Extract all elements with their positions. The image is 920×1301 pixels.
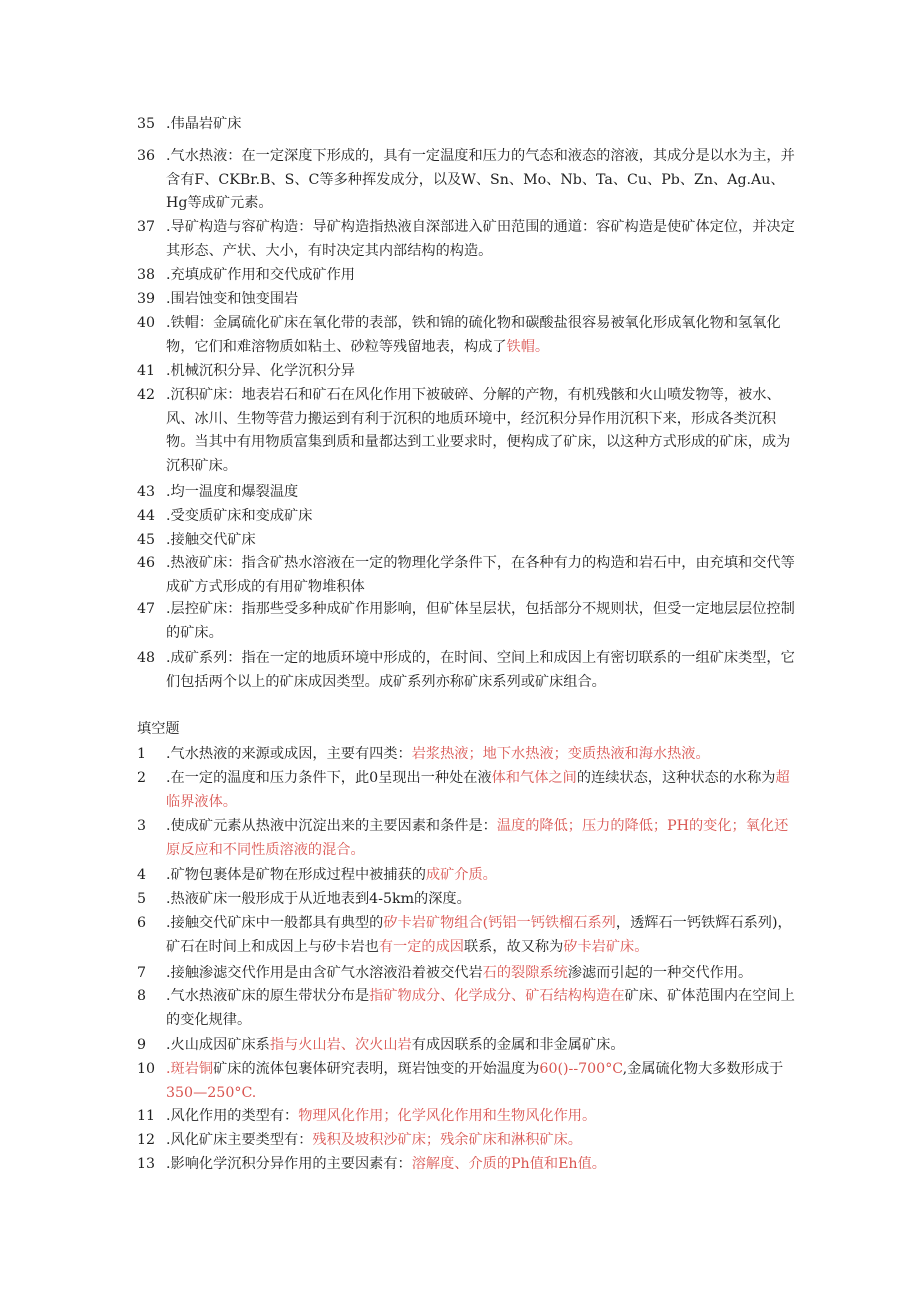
term-48	[137, 647, 797, 694]
item-text-segment: 有成因联系的金属和非金属矿床。	[411, 1037, 625, 1053]
item-text: .层控矿床：指那些受多种成矿作用影响，但矿体呈层状，包括部分不规则状，但受一定地层层位控制的矿床。	[166, 601, 795, 641]
term-35	[137, 113, 797, 137]
term-45	[137, 529, 797, 553]
item-number: 40	[137, 315, 156, 331]
answer-highlight: 成矿介质。	[425, 867, 497, 883]
answer-highlight: 矽卡岩矿床。	[563, 938, 649, 955]
term-46	[137, 552, 797, 599]
item-text	[163, 743, 797, 767]
item-text	[163, 912, 797, 959]
item-text-segment: .风化作用的类型有：	[166, 1108, 299, 1124]
fill-item-13	[137, 1153, 797, 1177]
item-text	[163, 815, 797, 862]
item-text: .接触交代矿床	[166, 532, 256, 548]
term-40	[137, 312, 797, 359]
answer-highlight: 溶解度、介质的Ph值和Eh值。	[411, 1156, 606, 1172]
fill-item-5	[137, 888, 797, 912]
item-number: 6	[137, 915, 147, 931]
answer-highlight: 温度的降低；压力的降低；PH的变化；氧化还原反应和不同性质溶液的混合。	[166, 818, 789, 858]
item-text	[163, 888, 797, 912]
item-number: 36	[137, 148, 156, 164]
item-text	[163, 1034, 797, 1058]
fill-item-10	[137, 1058, 797, 1105]
answer-highlight: 矽卡岩矿物组合(钙铝一钙铁榴石系列	[383, 915, 616, 931]
term-42	[137, 384, 797, 478]
fill-item-8	[137, 985, 797, 1032]
item-number: 38	[137, 267, 156, 283]
item-text	[163, 1153, 797, 1177]
term-36	[137, 145, 797, 216]
term-44	[137, 505, 797, 529]
item-number: 47	[137, 601, 156, 617]
item-number: 37	[137, 219, 156, 235]
item-text-segment: .热液矿床一般形成于从近地表到4-5km的深度。	[166, 891, 471, 907]
item-text: .气水热液：在一定深度下形成的，具有一定温度和压力的气态和液态的溶液，其成分是以水为主，并含有F、CKBr.B、S、C等多种挥发成分，以及W、Sn、Mo、Nb、Ta、Cu、Pb、Zn、Ag.Au、Hg等成矿元素。	[166, 148, 795, 211]
item-text	[163, 767, 797, 814]
term-47	[137, 598, 797, 645]
item-number: 44	[137, 508, 156, 524]
item-text-segment: .接触交代矿床中一般都具有典型的	[166, 915, 384, 931]
answer-highlight: 60()--700°C	[539, 1061, 623, 1077]
fill-item-9	[137, 1034, 797, 1058]
fill-item-7	[137, 962, 797, 986]
item-text	[163, 962, 797, 986]
item-text-segment: .气水热液矿床的原生带状分布是	[166, 988, 370, 1004]
answer-highlight: 超临界液体。	[166, 770, 790, 810]
item-number: 41	[137, 363, 156, 379]
item-number: 9	[137, 1037, 147, 1053]
answer-highlight: 350—250°C.	[166, 1084, 257, 1101]
item-number: 45	[137, 532, 156, 548]
item-text-segment: 联系，故又称为	[463, 938, 564, 955]
item-text: .充填成矿作用和交代成矿作用	[166, 267, 355, 283]
item-number: 46	[137, 555, 156, 571]
item-text: .沉积矿床：地表岩石和矿石在风化作用下被破碎、分解的产物，有机残骸和火山喷发物等，被水、风、冰川、生物等营力搬运到有利于沉积的地质环境中，经沉积分异作用沉积下来，形成各类沉积物。当其中有用物质富集到质和量都达到工业要求时，便构成了矿床，以这种方式形成的矿床，成为沉积矿床。	[166, 387, 791, 474]
fill-item-6	[137, 912, 797, 959]
section-heading-fill-in: 填空题	[137, 721, 180, 737]
item-number: 13	[137, 1156, 156, 1172]
answer-highlight: 残积及坡积沙矿床；残余矿床和淋积矿床。	[312, 1132, 582, 1148]
answer-highlight: 斑岩铜	[170, 1061, 214, 1077]
item-text: .导矿构造与容矿构造：导矿构造指热液自深部进入矿田范围的通道：容矿构造是使矿体定位，并决定其形态、产状、大小，有时决定其内部结构的构造。	[166, 219, 795, 259]
answer-highlight: 岩浆热液；地下水热液；变质热液和海水热液。	[411, 746, 710, 762]
item-text	[163, 1058, 797, 1105]
item-number: 42	[137, 387, 156, 403]
item-text	[163, 312, 797, 359]
item-text-segment: .矿物包裹体是矿物在形成过程中被捕获的	[166, 867, 426, 883]
term-43	[137, 481, 797, 505]
fill-item-11	[137, 1105, 797, 1129]
item-text	[163, 1105, 797, 1129]
item-text-segment: 渗滤而引起的一种交代作用。	[567, 965, 753, 981]
item-text-segment: ，透辉石一钙铁辉石系列)，矿石在时间上和成因上与矽卡岩也	[166, 915, 792, 955]
item-text-segment: .在一定的温度和压力条件下，此0呈现出一种处在液	[166, 770, 492, 786]
item-text-segment: ,金属硫化物大多数形成于	[622, 1061, 784, 1077]
term-37	[137, 216, 797, 263]
fill-item-4	[137, 864, 797, 888]
item-text	[163, 985, 797, 1032]
item-number: 48	[137, 650, 156, 666]
term-41	[137, 360, 797, 384]
fill-item-3	[137, 815, 797, 862]
answer-highlight: 指矿物成分、化学成分、矿石结构构造在	[369, 988, 625, 1004]
answer-highlight: 体和气体之间	[491, 770, 577, 786]
item-text-segment: 矿床的流体包裹体研究表明，斑岩蚀变的开始温度为	[213, 1061, 540, 1077]
answer-highlight: 有一定的成因	[378, 938, 464, 955]
item-number: 43	[137, 484, 156, 500]
item-text-segment: .火山成因矿床系	[166, 1037, 270, 1053]
answer-highlight: 物理风化作用；化学风化作用和生物风化作用。	[298, 1108, 597, 1124]
item-number: 11	[137, 1108, 156, 1124]
item-number: 5	[137, 891, 147, 907]
answer-highlight: .	[166, 1061, 171, 1077]
item-text-segment: 矿床、矿体范围内在空间上的变化规律。	[166, 988, 795, 1028]
fill-item-1	[137, 743, 797, 767]
item-text: .机械沉积分异、化学沉积分异	[166, 363, 355, 379]
item-number: 12	[137, 1132, 156, 1148]
item-text-segment: .接触渗滤交代作用是由含矿气水溶液沿着被交代岩	[166, 965, 483, 981]
item-text-segment: .风化矿床主要类型有：	[166, 1132, 313, 1148]
item-number: 8	[137, 988, 147, 1004]
item-number: 39	[137, 291, 156, 307]
item-number: 35	[137, 116, 156, 132]
item-text-segment: .气水热液的来源或成因，主要有四类：	[166, 746, 412, 762]
answer-highlight: 指与火山岩、次火山岩	[269, 1037, 412, 1053]
item-number: 10	[137, 1061, 156, 1077]
item-text	[163, 864, 797, 888]
item-text-segment: .使成矿元素从热液中沉淀出来的主要因素和条件是：	[166, 818, 497, 834]
item-text: .围岩蚀变和蚀变围岩	[166, 291, 299, 307]
item-text: .成矿系列：指在一定的地质环境中形成的，在时间、空间上和成因上有密切联系的一组矿床类型，它们包括两个以上的矿床成因类型。成矿系列亦称矿床系列或矿床组合。	[166, 650, 795, 690]
term-39	[137, 288, 797, 312]
answer-highlight: 铁帽。	[506, 338, 550, 355]
item-text: .伟晶岩矿床	[166, 116, 242, 132]
item-number: 1	[137, 746, 147, 762]
term-38	[137, 264, 797, 288]
item-number: 3	[137, 818, 147, 834]
item-number: 2	[137, 770, 147, 786]
item-number: 4	[137, 867, 147, 883]
item-text-main: .铁帽：金属硫化矿床在氧化带的表部，铁和锦的硫化物和碳酸盐很容易被氧化形成氧化物和氢氧化物，它们和难溶物质如粘土、砂粒等残留地表，构成了	[166, 315, 781, 355]
item-text-segment: .影响化学沉积分异作用的主要因素有：	[166, 1156, 412, 1172]
item-text: .均一温度和爆裂温度	[166, 484, 299, 500]
item-text	[163, 1129, 797, 1153]
fill-item-2	[137, 767, 797, 814]
item-text: .受变质矿床和变成矿床	[166, 508, 313, 524]
item-text: .热液矿床：指含矿热水溶液在一定的物理化学条件下，在各种有力的构造和岩石中，由充填和交代等成矿方式形成的有用矿物堆积体	[166, 555, 795, 595]
item-number: 7	[137, 965, 147, 981]
fill-item-12	[137, 1129, 797, 1153]
answer-highlight: 石的裂隙系统	[482, 965, 568, 981]
item-text-segment: 的连续状态，这种状态的水称为	[576, 770, 776, 786]
